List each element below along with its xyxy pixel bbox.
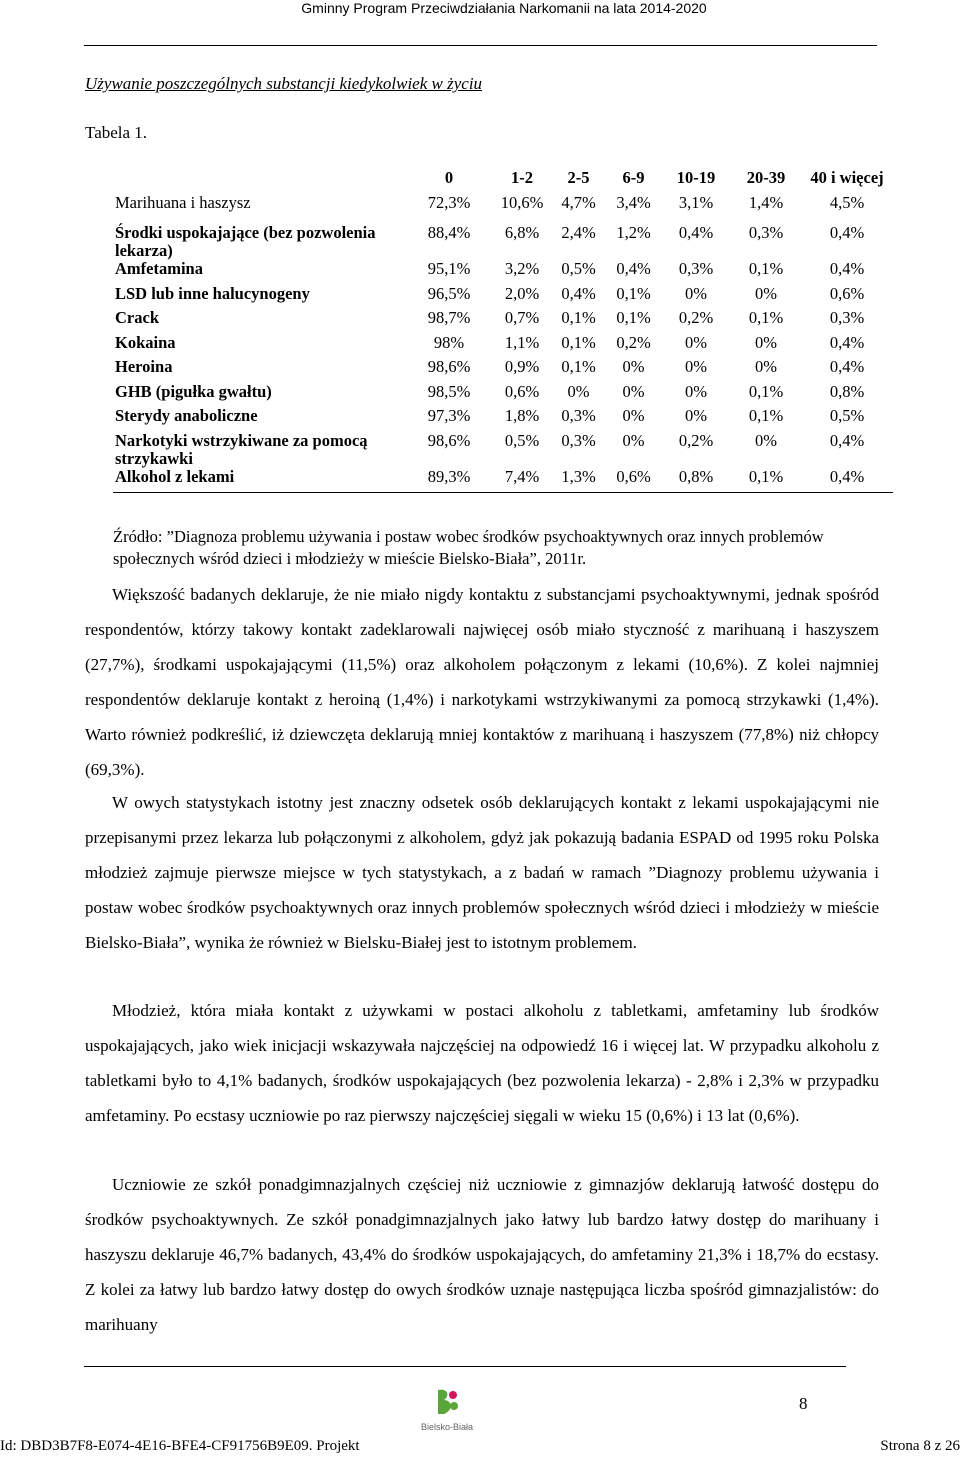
table-cell: 0,6% bbox=[829, 283, 865, 303]
table-cell: 0,7% bbox=[504, 308, 540, 327]
table-cell: 0,1% bbox=[748, 259, 784, 278]
logo-icon bbox=[432, 1388, 462, 1416]
column-header: 0 bbox=[444, 168, 454, 187]
table-cell: 0% bbox=[622, 430, 645, 450]
table-cell: 0,4% bbox=[829, 430, 865, 450]
row-label: Środki uspokajające (bez pozwolenia lekarza) bbox=[115, 223, 376, 260]
table-cell: 97,3% bbox=[427, 406, 471, 425]
city-logo bbox=[412, 1388, 482, 1432]
table-cell: 0,8% bbox=[829, 381, 865, 401]
column-header: 1-2 bbox=[511, 168, 533, 187]
table-cell: 0,3% bbox=[561, 430, 596, 450]
table-cell: 0,2% bbox=[678, 430, 714, 450]
table-row bbox=[113, 260, 893, 285]
page-header bbox=[0, 0, 960, 16]
row-label: LSD lub inne halucynogeny bbox=[115, 283, 310, 303]
table-cell: 0,4% bbox=[678, 223, 714, 242]
row-label: Kokaina bbox=[115, 332, 176, 352]
table-cell: 0% bbox=[685, 357, 707, 376]
table-cell: 98,6% bbox=[427, 430, 471, 450]
table-cell: 0,2% bbox=[616, 332, 651, 352]
paragraph: Większość badanych deklaruje, że nie miało nigdy kontaktu z substancjami psychoaktywnymi, jednak spośród respondentów, którzy takowy kontakt zadeklarowali najwięcej osób miało styczność z marihuaną i haszyszem (27,7%), środkami uspokajającymi (11,5%) oraz alkoholem połączonym z lekami (10,6%). Z kolei najmniej respondentów deklaruje kontakt z heroiną (1,4%) i narkotykami wstrzykiwanymi za pomocą strzykawki (1,4%). Warto również podkreślić, iż dziewczęta deklarują mniej kontaktów z marihuaną i haszyszem (77,8%) niż chłopcy (69,3%). bbox=[85, 585, 879, 779]
paragraph: Młodzież, która miała kontakt z używkami w postaci alkoholu z tabletkami, amfetaminy lub środków uspokajających, jako wiek inicjacji wskazywała najczęściej na odpowiedź 16 i więcej lat. W przypadku alkoholu z tabletkami było to 4,1% badanych, środków uspokajających (bez pozwolenia lekarza) - 2,8% i 2,3% w przypadku amfetaminy. Po ecstasy uczniowie po raz pierwszy najczęściej sięgali w wieku 15 (0,6%) i 13 lat (0,6%). bbox=[85, 1001, 879, 1125]
table-cell: 3,1% bbox=[678, 192, 714, 212]
header-rule bbox=[84, 45, 877, 46]
logo-text: Bielsko-Biała bbox=[420, 1422, 474, 1432]
table-cell: 1,3% bbox=[551, 468, 606, 493]
page-of: Strona 8 z 26 bbox=[880, 1438, 960, 1454]
table-cell: 98,7% bbox=[427, 308, 471, 327]
table-cell: 98,5% bbox=[427, 381, 471, 401]
table-cell: 0,1% bbox=[561, 357, 596, 376]
table-cell: 0,9% bbox=[504, 357, 540, 376]
table-cell: 3,4% bbox=[616, 192, 651, 212]
column-header: 10-19 bbox=[676, 168, 716, 187]
row-label: Narkotyki wstrzykiwane za pomocą strzykawki bbox=[115, 430, 368, 468]
column-header: 40 i więcej bbox=[810, 168, 884, 187]
section-subtitle: Używanie poszczególnych substancji kiedykolwiek w życiu bbox=[85, 74, 483, 93]
table-row bbox=[113, 432, 893, 468]
table-cell: 0% bbox=[755, 332, 777, 352]
table-cell: 0,5% bbox=[829, 406, 865, 425]
row-label: Marihuana i haszysz bbox=[115, 192, 251, 212]
table-cell: 0,6% bbox=[504, 381, 540, 401]
table-cell: 0,3% bbox=[829, 308, 865, 327]
row-label: Sterydy anaboliczne bbox=[115, 406, 258, 425]
table-cell: 0% bbox=[755, 430, 777, 450]
table-row bbox=[113, 285, 893, 310]
table-cell: 4,7% bbox=[561, 192, 596, 212]
table-cell: 0% bbox=[567, 381, 590, 401]
table-cell: 0,4% bbox=[829, 357, 865, 376]
footer-rule bbox=[84, 1366, 846, 1367]
table-cell: 0% bbox=[755, 283, 777, 303]
table-row bbox=[113, 383, 893, 408]
table-row bbox=[113, 468, 893, 493]
table-cell: 0,1% bbox=[748, 381, 784, 401]
table-cell: 0,1% bbox=[748, 406, 784, 425]
table-cell: 1,1% bbox=[504, 332, 540, 352]
table-cell: 0,1% bbox=[561, 308, 596, 327]
page-number: 8 bbox=[799, 1394, 808, 1413]
table-corner bbox=[113, 169, 405, 194]
document-id: Id: DBD3B7F8-E074-4E16-BFE4-CF91756B9E09. Projekt bbox=[0, 1438, 360, 1454]
table-cell: 0% bbox=[755, 357, 777, 376]
table-cell: 0% bbox=[622, 357, 645, 376]
table-row bbox=[113, 358, 893, 383]
table-row bbox=[113, 218, 893, 260]
table-cell: 0% bbox=[622, 406, 645, 425]
row-label: Alkohol z lekami bbox=[113, 468, 405, 493]
table-cell: 2,4% bbox=[561, 223, 596, 242]
paragraph: W owych statystykach istotny jest znaczny odsetek osób deklarujących kontakt z lekami uspokajającymi nie przepisanymi przez lekarza lub połączonymi z alkoholem, gdyż jak pokazują badania ESPAD od 1995 roku Polska młodzież zajmuje pierwsze miejsce w tych statystykach, a z badań w ramach ”Diagnozy problemu używania i postaw wobec środków psychoaktywnych oraz innych problemów społecznych wśród dzieci i młodzieży w mieście Bielsko-Biała”, wynika że również w Bielsku-Białej jest to istotnym problemem. bbox=[85, 793, 879, 952]
table-cell: 6,8% bbox=[504, 223, 540, 242]
table-cell: 0,5% bbox=[561, 259, 596, 278]
row-label: Amfetamina bbox=[115, 259, 203, 278]
table-cell: 0,1% bbox=[616, 283, 651, 303]
column-header: 6-9 bbox=[622, 168, 645, 187]
table-cell: 89,3% bbox=[405, 468, 493, 493]
table-cell: 0,3% bbox=[748, 223, 784, 242]
row-label: Heroina bbox=[115, 357, 173, 376]
paragraph: Uczniowie ze szkół ponadgimnazjalnych częściej niż uczniowie z gimnazjów deklarują łatwość dostępu do środków psychoaktywnych. Ze szkół ponadgimnazjalnych jako łatwy lub bardzo łatwy dostęp do marihuany i haszyszu deklaruje 46,7% badanych, 43,4% do środków uspokajających, do amfetaminy 21,3% i 18,7% do ecstasy. Z kolei za łatwy lub bardzo łatwy dostęp do owych środków uznaje następująca liczba spośród gimnazjalistów: do marihuany bbox=[85, 1175, 879, 1334]
table-cell: 2,0% bbox=[504, 283, 540, 303]
table-row bbox=[113, 334, 893, 359]
data-table bbox=[113, 169, 893, 493]
table-cell: 98% bbox=[433, 332, 465, 352]
table-cell: 0,3% bbox=[678, 259, 714, 278]
header-title: Gminny Program Przeciwdziałania Narkomanii na lata 2014-2020 bbox=[301, 0, 707, 16]
table-cell: 0,2% bbox=[678, 308, 714, 327]
row-label: GHB (pigułka gwałtu) bbox=[115, 381, 272, 401]
table-cell: 0,4% bbox=[616, 259, 651, 278]
table-label: Tabela 1. bbox=[85, 123, 148, 142]
table-cell: 0% bbox=[685, 381, 707, 401]
table-cell: 10,6% bbox=[500, 192, 544, 212]
table-cell: 0,1% bbox=[561, 332, 596, 352]
table-cell: 0% bbox=[685, 332, 707, 352]
table-cell: 0,4% bbox=[561, 283, 596, 303]
table-row bbox=[113, 407, 893, 432]
table-cell: 0% bbox=[685, 406, 707, 425]
column-header: 2-5 bbox=[567, 168, 590, 187]
table-cell: 72,3% bbox=[427, 192, 471, 212]
table-cell: 88,4% bbox=[427, 223, 471, 242]
table-cell: 0,1% bbox=[616, 308, 651, 327]
table-cell: 0,6% bbox=[606, 468, 661, 493]
table-cell: 0,4% bbox=[829, 259, 865, 278]
table-cell: 0,3% bbox=[561, 406, 596, 425]
table-cell: 1,8% bbox=[504, 406, 540, 425]
row-label: Crack bbox=[115, 308, 159, 327]
table-cell: 4,5% bbox=[829, 192, 865, 212]
source-note: Źródło: ”Diagnoza problemu używania i postaw wobec środków psychoaktywnych oraz innych problemów społecznych wśród dzieci i młodzieży w mieście Bielsko-Biała”, 2011r. bbox=[113, 527, 824, 568]
table-cell: 0% bbox=[622, 381, 645, 401]
table-row bbox=[113, 309, 893, 334]
table-cell: 1,4% bbox=[748, 192, 784, 212]
table-cell: 0,4% bbox=[829, 332, 865, 352]
column-header: 20-39 bbox=[746, 168, 786, 187]
table-cell: 7,4% bbox=[493, 468, 551, 493]
table-row bbox=[113, 194, 893, 219]
table-cell: 0,4% bbox=[829, 223, 865, 242]
table-cell: 0,8% bbox=[661, 468, 731, 493]
table-cell: 96,5% bbox=[427, 283, 471, 303]
table-cell: 1,2% bbox=[616, 223, 651, 242]
table-cell: 0,1% bbox=[731, 468, 801, 493]
table-header-row bbox=[113, 169, 893, 194]
table-cell: 3,2% bbox=[504, 259, 540, 278]
table-cell: 0,5% bbox=[504, 430, 540, 450]
table-cell: 0% bbox=[685, 283, 707, 303]
table-cell: 98,6% bbox=[427, 357, 471, 376]
table-cell: 95,1% bbox=[427, 259, 471, 278]
table-cell: 0,4% bbox=[801, 468, 893, 493]
table-cell: 0,1% bbox=[748, 308, 784, 327]
